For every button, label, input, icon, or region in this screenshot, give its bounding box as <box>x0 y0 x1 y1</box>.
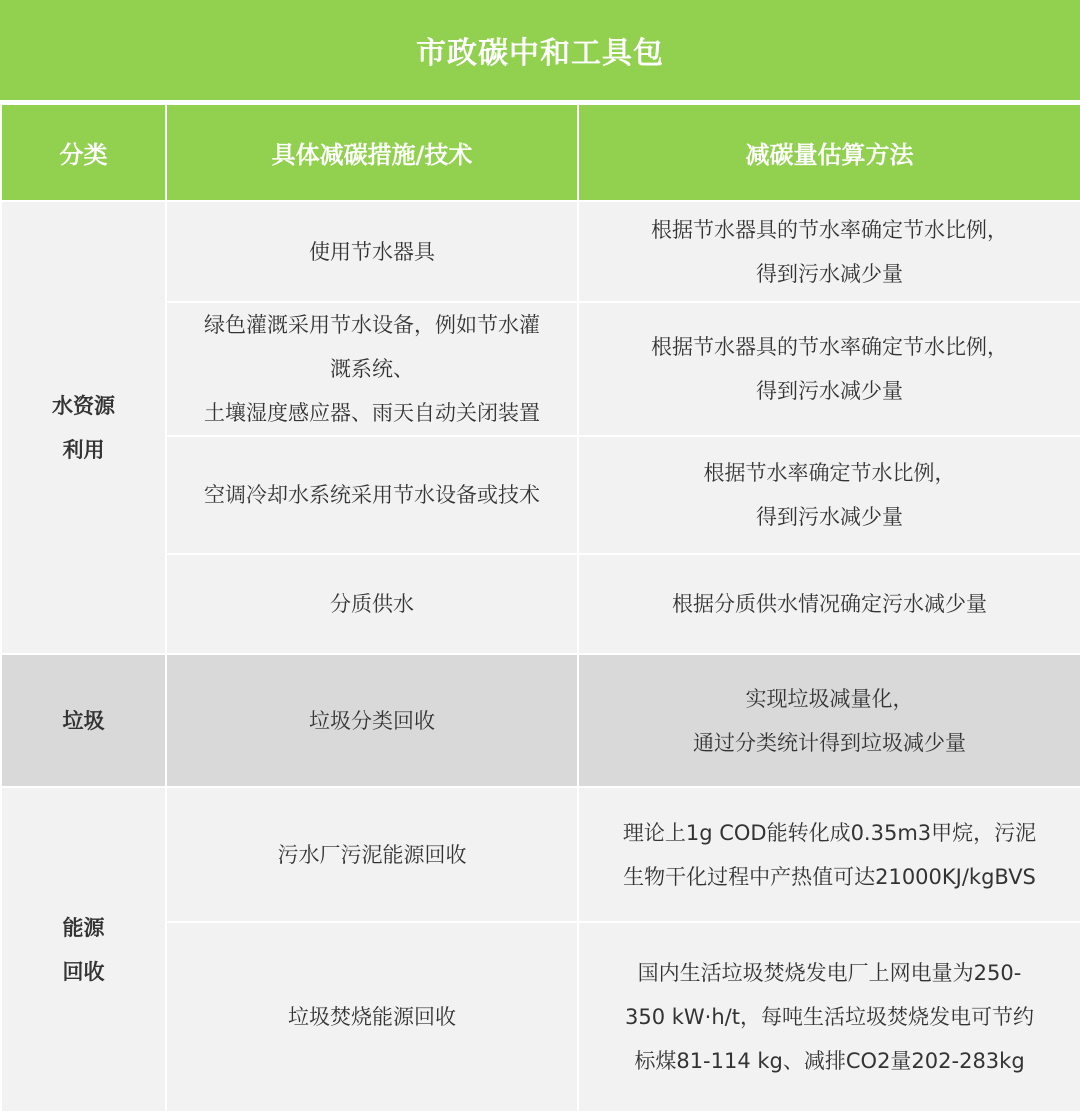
method-cell <box>578 654 1080 787</box>
method-line: 理论上1g COD能转化成0.35m3甲烷，污泥 <box>622 820 1037 845</box>
method-line: 根据节水器具的节水率确定节水比例， <box>651 335 1008 359</box>
method-line: 通过分类统计得到垃圾减少量 <box>693 730 966 755</box>
measure-cell <box>166 302 578 436</box>
method-line: 350 kW·h/t，每吨生活垃圾焚烧发电可节约 <box>625 1005 1034 1029</box>
category-line: 能源 <box>62 915 105 940</box>
method-cell <box>578 436 1080 554</box>
method-line: 得到污水减少量 <box>756 505 903 529</box>
category-line: 利用 <box>62 437 105 462</box>
measure-line: 垃圾分类回收 <box>309 708 435 733</box>
measure-line: 分质供水 <box>330 592 414 616</box>
measure-line: 土壤湿度感应器、雨天自动关闭装置 <box>204 401 540 425</box>
category-cell-energy <box>1 787 166 1112</box>
method-line: 实现垃圾减量化， <box>745 686 914 711</box>
measure-line: 垃圾焚烧能源回收 <box>288 1005 456 1029</box>
method-cell <box>578 922 1080 1112</box>
method-line: 得到污水减少量 <box>756 379 903 403</box>
table-row <box>1 654 1080 787</box>
measure-cell <box>166 787 578 922</box>
method-line: 根据节水率确定节水比例， <box>703 461 956 485</box>
measure-cell <box>166 922 578 1112</box>
measure-line: 绿色灌溉采用节水设备，例如节水灌 <box>204 313 540 337</box>
method-cell <box>578 787 1080 922</box>
header-category: 分类 <box>1 104 166 201</box>
measure-line: 污水厂污泥能源回收 <box>277 842 467 867</box>
table-row <box>1 201 1080 302</box>
method-line: 国内生活垃圾焚烧发电厂上网电量为250- <box>637 961 1022 985</box>
method-cell <box>578 302 1080 436</box>
method-line: 生物干化过程中产热值可达21000KJ/kgBVS <box>623 864 1036 889</box>
category-cell-garbage <box>1 654 166 787</box>
header-measure: 具体减碳措施/技术 <box>166 104 578 201</box>
method-line: 得到污水减少量 <box>756 261 903 286</box>
category-line: 回收 <box>62 959 105 984</box>
measure-cell <box>166 654 578 787</box>
measure-cell <box>166 554 578 654</box>
measure-line: 溉系统、 <box>330 357 414 381</box>
measure-line: 使用节水器具 <box>309 239 435 264</box>
measure-cell <box>166 201 578 302</box>
method-cell <box>578 554 1080 654</box>
header-row <box>1 104 1080 201</box>
method-line: 根据节水器具的节水率确定节水比例， <box>651 217 1008 242</box>
table-title: 市政碳中和工具包 <box>0 0 1080 100</box>
category-line: 垃圾 <box>62 708 105 733</box>
category-line: 水资源 <box>52 393 115 418</box>
toolkit-grid <box>0 103 1080 1113</box>
method-cell <box>578 201 1080 302</box>
table-row <box>1 787 1080 922</box>
method-line: 标煤81-114 kg、减排CO2量202-283kg <box>634 1049 1025 1073</box>
measure-cell <box>166 436 578 554</box>
header-method: 减碳量估算方法 <box>578 104 1080 201</box>
measure-line: 空调冷却水系统采用节水设备或技术 <box>204 483 540 507</box>
category-cell-water <box>1 201 166 654</box>
method-line: 根据分质供水情况确定污水减少量 <box>672 592 987 616</box>
